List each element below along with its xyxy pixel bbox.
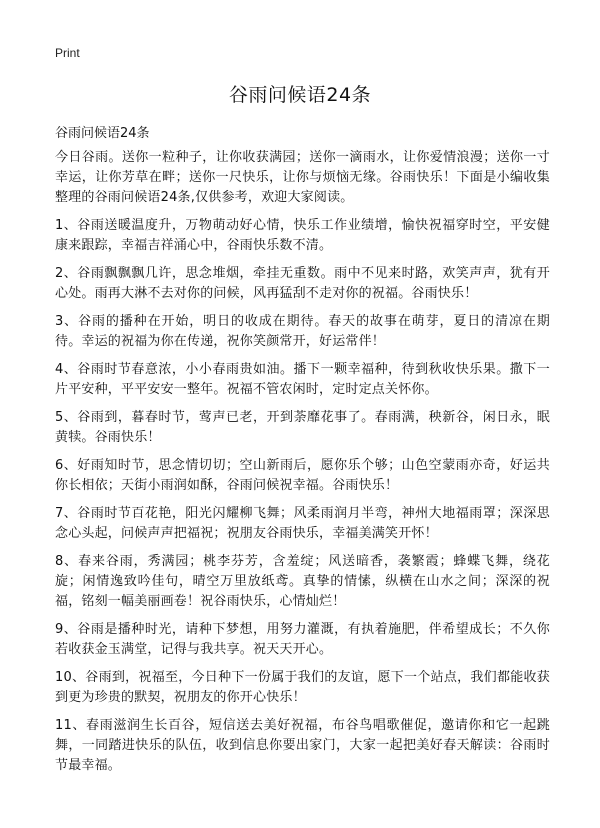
greeting-paragraph-3: 3、谷雨的播种在开始，明日的收成在期待。春天的故事在萌芽，夏日的清凉在期待。幸运的祝福为你在传递，祝你笑颜常开，好运常伴！ bbox=[55, 314, 550, 349]
greeting-paragraph-9: 9、谷雨是播种时光，请种下梦想，用努力灌溉，有执着施肥，伴希望成长；不久你若收获金玉满堂，记得与我共享。祝天天开心。 bbox=[55, 622, 550, 657]
greeting-paragraph-7: 7、谷雨时节百花艳，阳光闪耀柳飞舞；风柔雨润月半弯，神州大地福雨罩；深深思念心头起，问候声声把福祝；祝朋友谷雨快乐，幸福美满笑开怀！ bbox=[55, 506, 550, 541]
greeting-paragraph-8: 8、春来谷雨，秀满园；桃李芬芳，含羞绽；风送暗香，袭繁霞；蜂蝶飞舞，绕花旋；闲情逸致吟佳句，晴空万里放纸鸢。真挚的情愫，纵横在山水之间；深深的祝福，铭刻一幅美丽画卷！祝谷雨快乐，心情灿烂！ bbox=[55, 554, 550, 609]
print-link[interactable]: Print bbox=[55, 46, 80, 60]
greeting-paragraph-4: 4、谷雨时节春意浓，小小春雨贵如油。播下一颗幸福种，待到秋收快乐果。撒下一片平安种，平平安安一整年。祝福不管农闲时，定时定点关怀你。 bbox=[55, 362, 550, 397]
greeting-paragraph-5: 5、谷雨到，暮春时节，莺声已老，开到荼靡花事了。春雨满，秧新谷，闲日永，眠黄犊。谷雨快乐！ bbox=[55, 410, 550, 445]
greeting-paragraph-1: 1、谷雨送暖温度升，万物萌动好心情，快乐工作业绩增，愉快祝福穿时空，平安健康来跟踪，幸福吉祥涌心中，谷雨快乐数不清。 bbox=[55, 218, 550, 253]
document-subtitle: 谷雨问候语24条 bbox=[55, 126, 150, 141]
greeting-paragraph-2: 2、谷雨飘飘飘几许，思念堆烟，牵挂无重数。雨中不见来时路，欢笑声声，犹有开心处。雨再大淋不去对你的问候，风再猛刮不走对你的祝福。谷雨快乐！ bbox=[55, 266, 550, 301]
greeting-paragraph-6: 6、好雨知时节，思念情切切；空山新雨后，愿你乐个够；山色空蒙雨亦奇，好运共你长相依；天街小雨润如酥，谷雨问候祝幸福。谷雨快乐！ bbox=[55, 458, 550, 493]
greeting-paragraph-11: 11、春雨滋润生长百谷，短信送去美好祝福，布谷鸟唱歌催促，邀请你和它一起跳舞，一同踏进快乐的队伍，收到信息你要出家门，大家一起把美好春天解读：谷雨时节最幸福。 bbox=[55, 718, 550, 773]
intro-paragraph: 今日谷雨。送你一粒种子，让你收获满园；送你一滴雨水，让你爱情浪漫；送你一寸幸运，让你芳草在畔；送你一尺快乐，让你与烦恼无缘。谷雨快乐！下面是小编收集整理的谷雨问候语24条,仅供参考，欢迎大家阅读。 bbox=[55, 150, 550, 205]
greeting-paragraph-10: 10、谷雨到，祝福至，今日种下一份属于我们的友谊，愿下一个站点，我们都能收获到更为珍贵的默契，祝朋友的你开心快乐！ bbox=[55, 670, 550, 705]
page-title: 谷雨问候语24条 bbox=[228, 84, 372, 106]
article-body bbox=[55, 148, 550, 784]
